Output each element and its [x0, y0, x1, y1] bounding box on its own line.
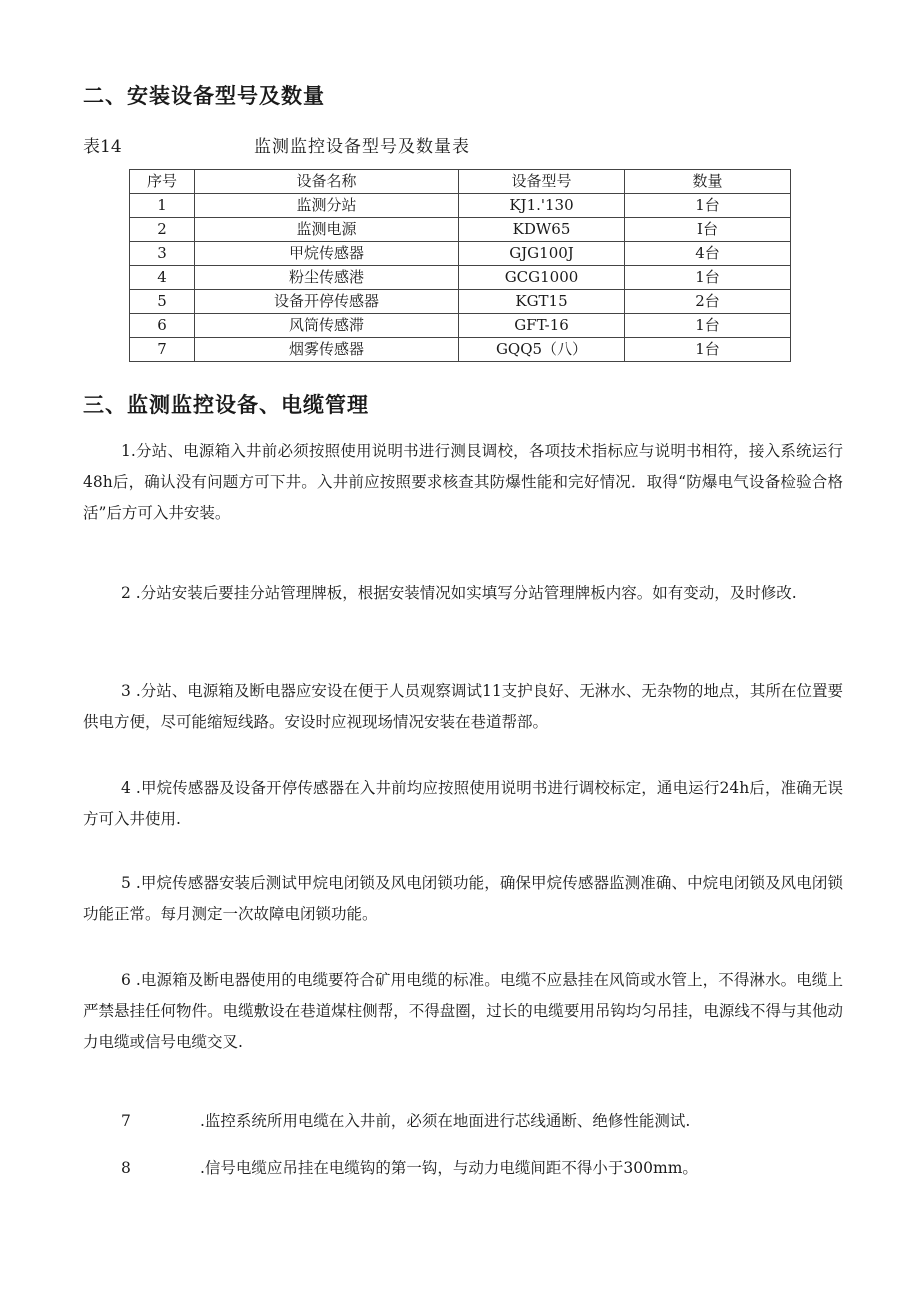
item-text: .信号电缆应吊挂在电缆钩的第一钩，与动力电缆间距不得小于300mm。	[200, 1159, 698, 1177]
cell-device-name: 监测分站	[195, 194, 459, 218]
cell-quantity: 2台	[625, 290, 791, 314]
paragraph-item-8	[83, 1153, 843, 1184]
item-number: 4	[121, 779, 131, 797]
table-caption-title: 监测监控设备型号及数量表	[254, 137, 470, 157]
table-row	[130, 338, 791, 362]
section-2-heading: 二、安装设备型号及数量	[83, 84, 325, 108]
item-number: 6	[121, 971, 131, 989]
table-row	[130, 290, 791, 314]
paragraph-item-2	[83, 578, 843, 609]
paragraph-item-7	[83, 1106, 843, 1137]
table-row	[130, 218, 791, 242]
paragraph-item-5	[83, 868, 843, 930]
cell-device-model: GQQ5（八）	[459, 338, 625, 362]
cell-device-name: 监测电源	[195, 218, 459, 242]
paragraph-item-6	[83, 965, 843, 1058]
item-text: .分站安装后要挂分站管理牌板，根据安装情况如实填写分站管理牌板内容。如有变动，及时修改.	[130, 584, 797, 602]
item-number: 1	[121, 442, 131, 460]
cell-device-model: GFT-16	[459, 314, 625, 338]
header-device-model: 设备型号	[459, 170, 625, 194]
cell-quantity: 1台	[625, 266, 791, 290]
cell-quantity: 1台	[625, 194, 791, 218]
item-text: .监控系统所用电缆在入井前，必须在地面进行芯线通断、绝修性能测试.	[200, 1112, 691, 1130]
item-number: 7	[121, 1112, 131, 1130]
cell-device-model: KDW65	[459, 218, 625, 242]
cell-quantity: 1台	[625, 314, 791, 338]
table-header-row	[130, 170, 791, 194]
cell-device-name: 甲烷传感器	[195, 242, 459, 266]
item-text: .分站、电源箱入井前必须按照使用说明书进行测艮调校，各项技术指标应与说明书相符，接入系统运行48h后，确认没有问题方可下井。入井前应按照要求核查其防爆性能和完好情况．取得“防爆电气设备检验合格活”后方可入井安装。	[83, 442, 843, 522]
cell-serial: 6	[130, 314, 195, 338]
cell-serial: 5	[130, 290, 195, 314]
table-row	[130, 194, 791, 218]
item-text: .甲烷传感器安装后测试甲烷电闭锁及风电闭锁功能，确保甲烷传感器监测准确、中烷电闭锁及风电闭锁功能正常。每月测定一次故障电闭锁功能。	[83, 874, 843, 923]
header-serial: 序号	[130, 170, 195, 194]
equipment-table	[129, 169, 791, 362]
cell-device-model: KGT15	[459, 290, 625, 314]
section-3-heading: 三、监测监控设备、电缆管理	[83, 393, 369, 417]
cell-serial: 3	[130, 242, 195, 266]
cell-device-name: 粉尘传感港	[195, 266, 459, 290]
item-number: 8	[121, 1159, 131, 1177]
item-text: .甲烷传感器及设备开停传感器在入井前均应按照使用说明书进行调校标定，通电运行24h后，准确无误方可入井使用.	[83, 779, 843, 828]
table-row	[130, 266, 791, 290]
item-text: .电源箱及断电器使用的电缆要符合矿用电缆的标准。电缆不应悬挂在风筒或水管上，不得淋水。电缆上严禁悬挂任何物件。电缆敷设在巷道煤柱侧帮，不得盘圈，过长的电缆要用吊钩均匀吊挂，电源线不得与其他动力电缆或信号电缆交叉.	[83, 971, 843, 1051]
header-device-name: 设备名称	[195, 170, 459, 194]
cell-device-model: KJ1.'130	[459, 194, 625, 218]
cell-device-name: 风筒传感滞	[195, 314, 459, 338]
item-number: 5	[121, 874, 131, 892]
cell-device-name: 设备开停传感器	[195, 290, 459, 314]
cell-device-model: GJG100J	[459, 242, 625, 266]
cell-serial: 1	[130, 194, 195, 218]
cell-quantity: 4台	[625, 242, 791, 266]
item-number: 3	[121, 682, 131, 700]
cell-serial: 4	[130, 266, 195, 290]
cell-device-name: 烟雾传感器	[195, 338, 459, 362]
cell-device-model: GCG1000	[459, 266, 625, 290]
table-caption-number: 表14	[83, 137, 122, 157]
header-quantity: 数量	[625, 170, 791, 194]
table-row	[130, 242, 791, 266]
paragraph-item-3	[83, 676, 843, 738]
item-number: 2	[121, 584, 131, 602]
cell-serial: 7	[130, 338, 195, 362]
table-row	[130, 314, 791, 338]
paragraph-item-4	[83, 773, 843, 835]
cell-quantity: I台	[625, 218, 791, 242]
cell-serial: 2	[130, 218, 195, 242]
item-text: .分站、电源箱及断电器应安设在便于人员观察调试11支护良好、无淋水、无杂物的地点，其所在位置要供电方便，尽可能缩短线路。安设时应视现场情况安装在巷道帮部。	[83, 682, 843, 731]
paragraph-item-1	[83, 436, 843, 529]
cell-quantity: 1台	[625, 338, 791, 362]
